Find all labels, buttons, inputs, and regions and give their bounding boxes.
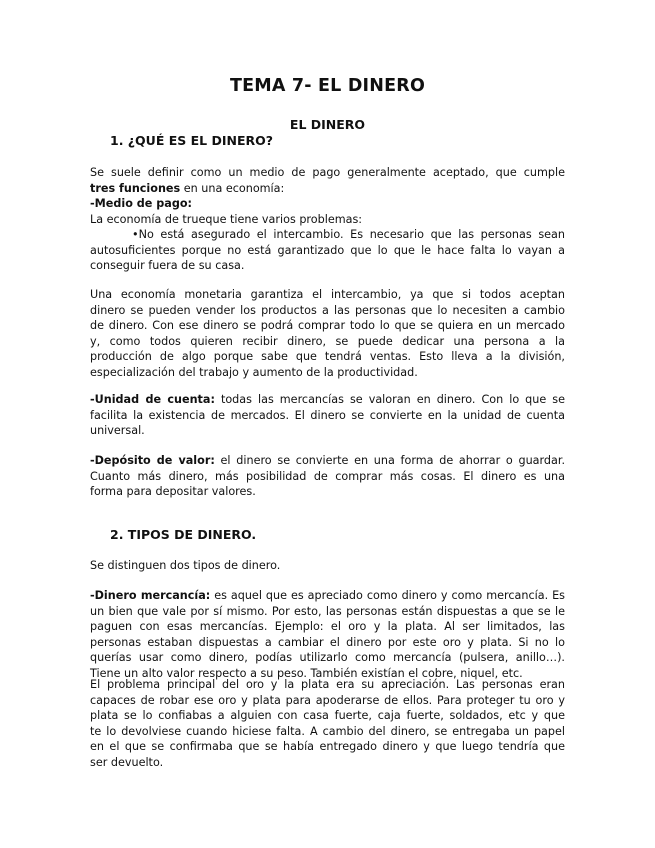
mercancia-line: paguen con esas mercancías. Ejemplo: el oro y la plata. Al ser limitados, las — [90, 620, 565, 633]
mercancia-line: personas estaban dispuestas a cambiar el dinero por este oro y plata. Si no lo — [90, 635, 565, 649]
section-2-heading: 2. TIPOS DE DINERO. — [110, 527, 257, 542]
problema-line: El problema principal del oro y la plata era su apreciación. Las personas eran — [90, 678, 565, 691]
paragraph-line: especialización del trabajo y aumento de la productividad. — [90, 365, 418, 379]
section-2-intro: Se distinguen dos tipos de dinero. — [90, 559, 281, 572]
unidad-de-cuenta-line — [90, 392, 565, 408]
paragraph-line: dinero se pueden vender los productos a las personas que lo necesiten a cambio — [90, 303, 565, 317]
document-subtitle: EL DINERO — [289, 117, 366, 132]
deposito-de-valor-line — [90, 453, 565, 469]
dinero-mercancia-label: -Dinero mercancía: — [90, 589, 211, 602]
mercancia-line: querías usar como dinero, podías utilizarlo como mercancía (pulsera, anillo…). — [90, 651, 565, 664]
intro-line: Se suele definir como un medio de pago generalmente aceptado, que cumple — [90, 166, 565, 179]
problema-line: capaces de robar ese oro y plata para apoderarse de ellos. Para proteger tu oro y — [90, 693, 565, 707]
paragraph-line: producción de algo porque sabe que tendrá ventas. Esto lleva a la división, — [90, 350, 565, 363]
medio-de-pago-label: -Medio de pago: — [90, 197, 193, 210]
mercancia-text: es aquel que es apreciado como dinero y como mercancía. Es — [210, 589, 565, 602]
unidad-line-3: universal. — [90, 424, 145, 437]
deposito-line-2: Cuanto más dinero, más posibilidad de comprar más cosas. El dinero es una — [90, 469, 565, 483]
section-1-heading: 1. ¿QUÉ ES EL DINERO? — [110, 133, 273, 148]
dinero-mercancia-line — [90, 588, 565, 604]
page-title: TEMA 7- EL DINERO — [229, 76, 426, 96]
intro-line-2-rest: en una economía: — [180, 181, 285, 195]
deposito-de-valor-label: -Depósito de valor: — [90, 454, 215, 467]
unidad-de-cuenta-label: -Unidad de cuenta: — [90, 393, 215, 406]
deposito-line-3: forma para depositar valores. — [90, 485, 256, 498]
bullet-line-3: conseguir fuera de su casa. — [90, 259, 245, 272]
deposito-text: el dinero se convierte en una forma de ahorrar o guardar. — [214, 454, 565, 467]
tres-funciones: tres funciones — [90, 181, 181, 195]
bullet-line: •No está asegurado el intercambio. Es necesario que las personas sean — [132, 228, 565, 241]
unidad-text: todas las mercancías se valoran en dinero. Con lo que se — [214, 393, 565, 406]
paragraph-line: y, como todos quieren recibir dinero, se puede dedicar una persona a la — [90, 334, 565, 348]
intro-line-2 — [90, 181, 565, 197]
paragraph-line: de dinero. Con ese dinero se podrá comprar todo lo que se quiera en un mercado — [90, 319, 565, 332]
mercancia-line: un bien que vale por sí mismo. Por esto, las personas están dispuestas a que se le — [90, 604, 565, 618]
paragraph-line: Una economía monetaria garantiza el intercambio, ya que si todos aceptan — [90, 288, 565, 301]
bullet-line-2: autosuficientes porque no está garantizado que lo que le hace falta lo vayan a — [90, 243, 565, 257]
mercancia-line: Tiene un alto valor respecto a su peso. También existían el cobre, niquel, etc. — [90, 666, 523, 680]
problema-line: ser devuelto. — [90, 755, 164, 769]
unidad-line-2: facilita la existencia de mercados. El dinero se convierte en la unidad de cuenta — [90, 408, 565, 422]
problema-line: en el que se confirmaba que se había entregado dinero y que luego tendría que — [90, 740, 565, 753]
problema-line: plata se lo confiabas a alguien con casa fuerte, caja fuerte, soldados, etc y que — [90, 709, 565, 722]
problema-line: te lo devolviese cuando hiciese falta. A cambio del dinero, se entregaba un papel — [90, 724, 565, 738]
trueque-line: La economía de trueque tiene varios problemas: — [90, 212, 363, 226]
